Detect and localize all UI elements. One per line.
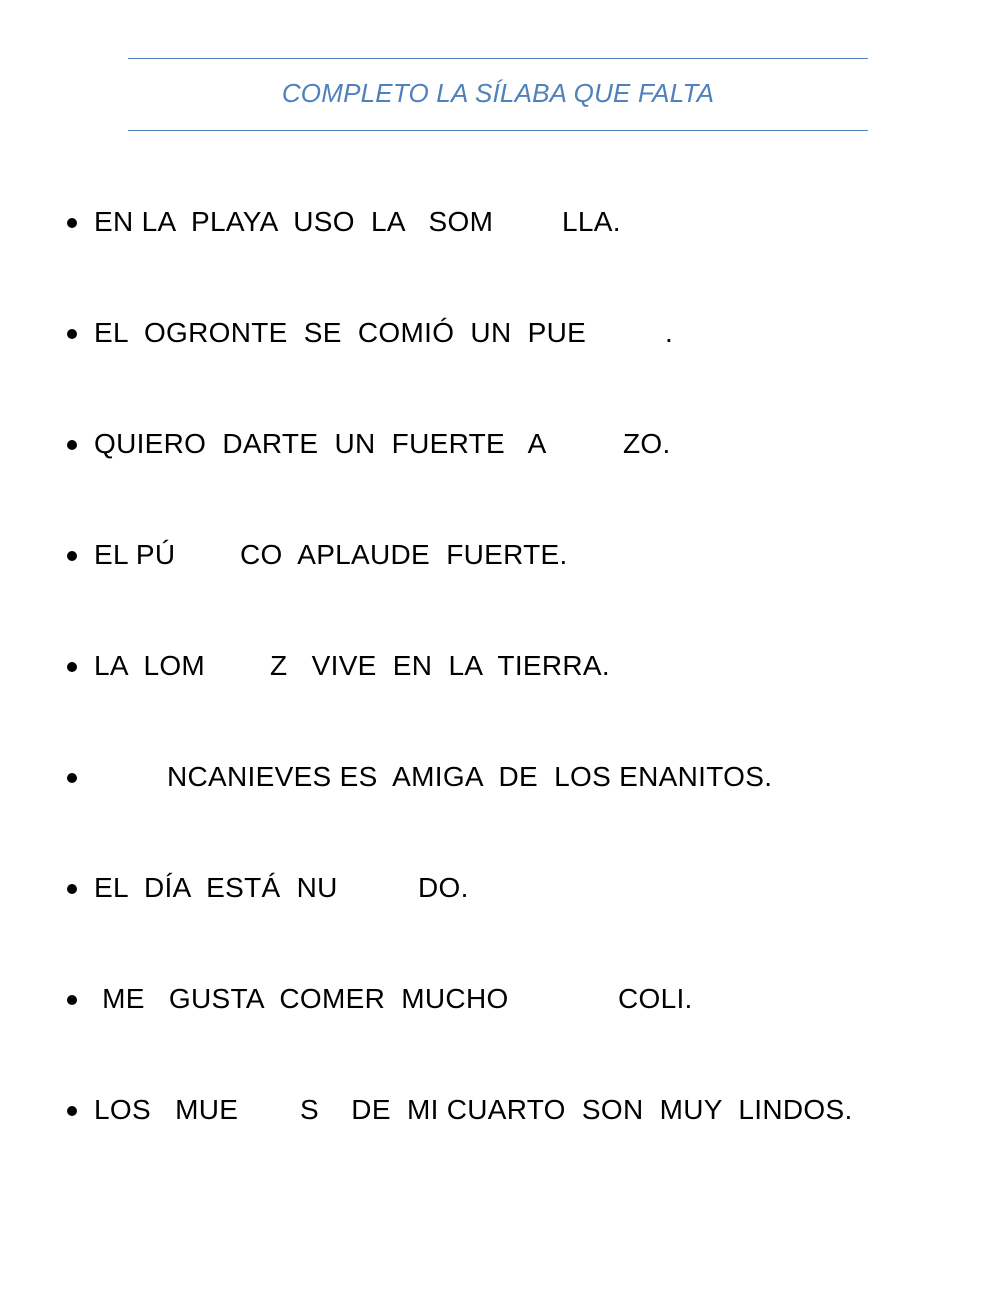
bullet-icon xyxy=(67,773,77,783)
sentence-text-after: NCANIEVES ES AMIGA DE LOS ENANITOS. xyxy=(167,761,773,792)
missing-syllable-blank[interactable] xyxy=(602,321,664,347)
bullet-icon xyxy=(67,995,77,1005)
bullet-icon xyxy=(67,662,77,672)
sentence-text-before: EL PÚ xyxy=(94,539,176,570)
sentence-text-after: ZO. xyxy=(623,428,671,459)
bullet-icon xyxy=(67,329,77,339)
sentence-text-after: COLI. xyxy=(618,983,693,1014)
bullet-icon xyxy=(67,218,77,228)
header-bottom-rule xyxy=(128,130,868,131)
sentence-text-before: QUIERO DARTE UN FUERTE A xyxy=(94,428,547,459)
header-top-rule xyxy=(128,58,868,59)
missing-syllable-blank[interactable] xyxy=(94,765,164,791)
sentence-text-after: S DE MI CUARTO SON MUY LINDOS. xyxy=(300,1094,853,1125)
missing-syllable-blank[interactable] xyxy=(348,876,416,902)
sentence-text-before: EN LA PLAYA USO LA SOM xyxy=(94,206,494,237)
sentence-text-before: EL DÍA ESTÁ NU xyxy=(94,872,338,903)
sentence-text-before: LA LOM xyxy=(94,650,206,681)
sentence-text-after: Z VIVE EN LA TIERRA. xyxy=(270,650,610,681)
bullet-icon xyxy=(67,440,77,450)
bullet-icon xyxy=(67,551,77,561)
missing-syllable-blank[interactable] xyxy=(216,654,268,680)
missing-syllable-blank[interactable] xyxy=(540,987,616,1013)
sentence-text-after: CO APLAUDE FUERTE. xyxy=(240,539,568,570)
bullet-icon xyxy=(67,1106,77,1116)
sentence-text-before: LOS MUE xyxy=(94,1094,239,1125)
sentence-text-after: . xyxy=(665,317,674,348)
missing-syllable-blank[interactable] xyxy=(562,432,622,458)
sentence-text-before: ME GUSTA COMER MUCHO xyxy=(94,983,509,1014)
missing-syllable-blank[interactable] xyxy=(246,1098,298,1124)
missing-syllable-blank[interactable] xyxy=(514,210,560,236)
sentence-text-before: EL OGRONTE SE COMIÓ UN PUE xyxy=(94,317,587,348)
sentence-text-after: DO. xyxy=(418,872,469,903)
missing-syllable-blank[interactable] xyxy=(176,543,238,569)
sentence-text-after: LLA. xyxy=(562,206,621,237)
worksheet-title: COMPLETO LA SÍLABA QUE FALTA xyxy=(281,78,715,108)
bullet-icon xyxy=(67,884,77,894)
